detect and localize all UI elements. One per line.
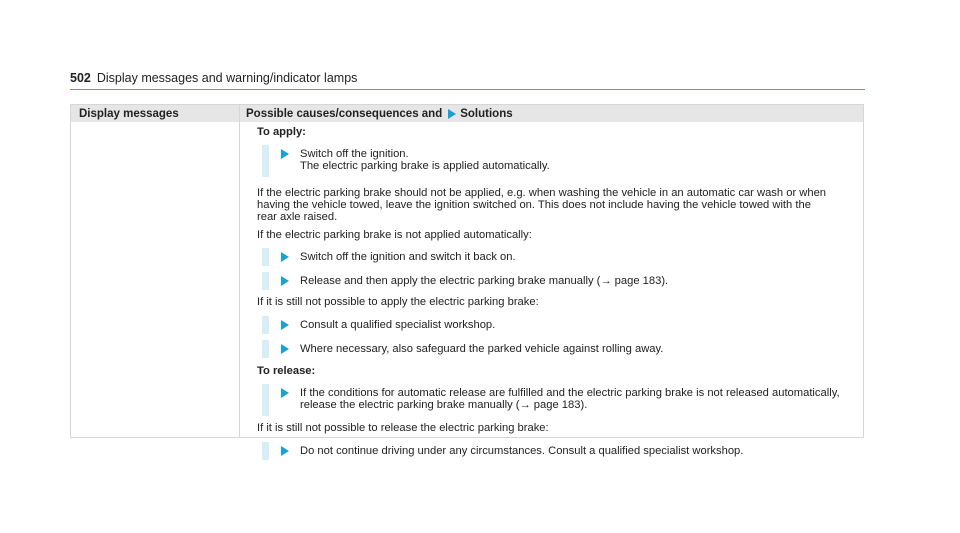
- step-marker-bar: [262, 316, 269, 334]
- paragraph: If it is still not possible to apply the electric parking brake:: [257, 296, 539, 308]
- header-divider: [70, 89, 865, 90]
- step-marker-bar: [262, 442, 269, 460]
- paragraph: If it is still not possible to release the electric parking brake:: [257, 422, 549, 434]
- step-arrow-icon: [281, 344, 289, 354]
- table-header-row: [71, 105, 863, 122]
- page-number: 502: [70, 71, 91, 85]
- step-text: If the conditions for automatic release are fulfilled and the electric parking brake is not released automatically,: [300, 387, 840, 399]
- apply-heading: To apply:: [257, 126, 306, 138]
- step-text: Do not continue driving under any circumstances. Consult a qualified specialist workshop.: [300, 445, 744, 457]
- step-text: The electric parking brake is applied automatically.: [300, 160, 550, 172]
- step-text: Where necessary, also safeguard the parked vehicle against rolling away.: [300, 343, 664, 355]
- page-header: [70, 71, 357, 85]
- column-divider: [239, 105, 240, 437]
- step-marker-bar: [262, 340, 269, 358]
- step-text: Release and then apply the electric parking brake manually (→ page 183).: [300, 275, 669, 287]
- step-arrow-icon: [281, 320, 289, 330]
- step-marker-bar: [262, 145, 269, 177]
- step-text: Switch off the ignition and switch it back on.: [300, 251, 516, 263]
- step-arrow-icon: [281, 276, 289, 286]
- column-header-causes-text: Possible causes/consequences and: [246, 108, 443, 120]
- solution-arrow-icon: [448, 109, 456, 119]
- paragraph: If the electric parking brake should not be applied, e.g. when washing the vehicle in an automatic car wash or when: [257, 187, 827, 199]
- column-header-solutions-text: Solutions: [460, 108, 513, 120]
- step-marker-bar: [262, 272, 269, 290]
- page-header-title: Display messages and warning/indicator lamps: [96, 71, 358, 85]
- step-marker-bar: [262, 384, 269, 416]
- step-text: Switch off the ignition.: [300, 148, 409, 160]
- step-arrow-icon: [281, 388, 289, 398]
- paragraph: If the electric parking brake is not applied automatically:: [257, 229, 532, 241]
- step-text: Consult a qualified specialist workshop.: [300, 319, 496, 331]
- step-marker-bar: [262, 248, 269, 266]
- column-header-causes-solutions: [246, 108, 513, 120]
- paragraph: having the vehicle towed, leave the ignition switched on. This does not include having the vehicle towed with the: [257, 199, 811, 211]
- column-header-display-messages: Display messages: [79, 108, 179, 120]
- release-heading: To release:: [257, 365, 316, 377]
- step-text: release the electric parking brake manually (→ page 183).: [300, 399, 588, 411]
- step-arrow-icon: [281, 149, 289, 159]
- paragraph: rear axle raised.: [257, 211, 338, 223]
- step-arrow-icon: [281, 446, 289, 456]
- messages-table: [70, 104, 864, 457]
- step-arrow-icon: [281, 252, 289, 262]
